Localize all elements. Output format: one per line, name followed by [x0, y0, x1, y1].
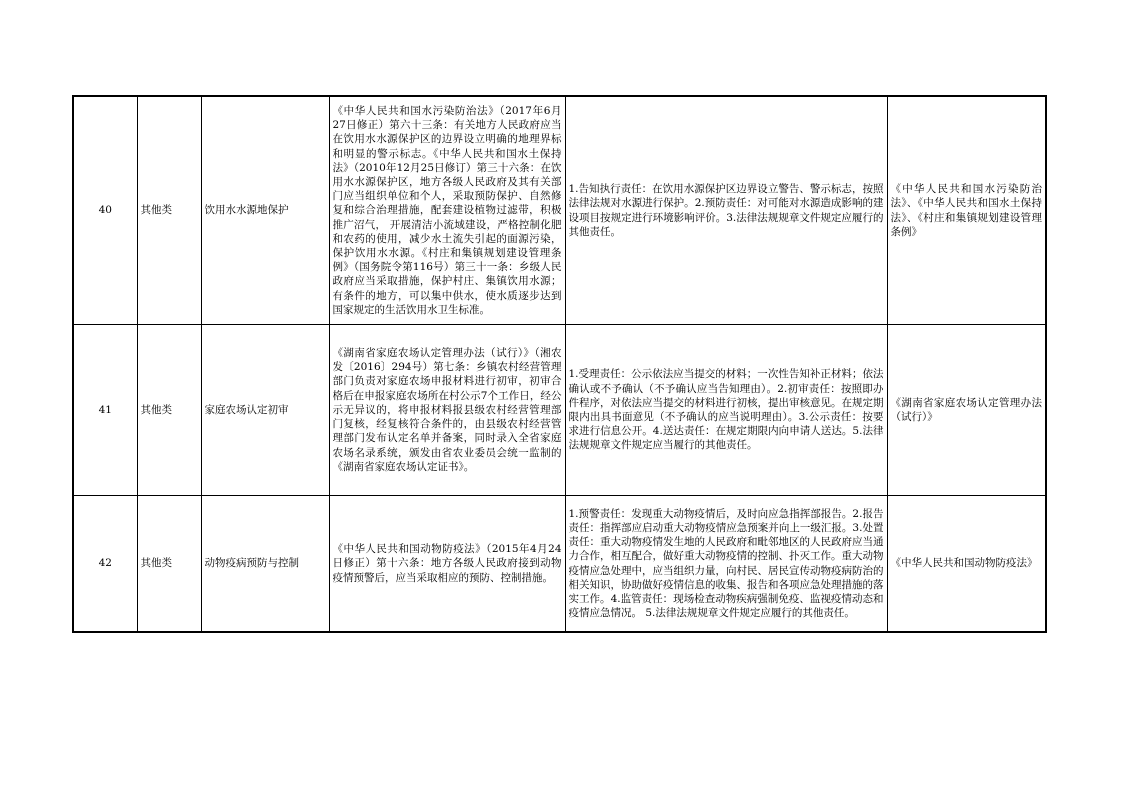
law-name-text: 《中华人民共和国动物防疫法》: [890, 557, 1038, 570]
category-cell: 其他类: [137, 496, 201, 633]
legal-basis-text: 《中华人民共和国水污染防治法》（2017年6月27日修正）第六十三条：有关地方人民政府应当在饮用水水源保护区的边界设立明确的地理界标和明显的警示标志。《中华人民共和国水土保持法》（2010年12月25日修订）第三十六条：在饮用水水源保护区，地方各级人民政府及其有关部门应当组织单位和个人，采取预防保护、自然修复和综合治理措施，配套建设植物过滤带，积极推广沼气， 开展清洁小流域建设，严格控制化肥和农药的使用，减少水土流失引起的面源污染，保护饮用水水源。《村庄和集镇规划建设管理条例》（国务院令第116号）第三十一条：乡级人民政府应当采取措施，保护村庄、集镇饮用水源；有条件的地方，可以集中供水，使水质逐步达到国家规定的生活饮用水卫生标准。: [332, 104, 562, 316]
item-name-cell: 动物疫病预防与控制: [201, 496, 329, 633]
law-name-text: 《中华人民共和国水污染防治法》、《中华人民共和国水土保持法》、《村庄和集镇规划建设管理条例》: [890, 183, 1042, 238]
legal-basis-text: 《中华人民共和国动物防疫法》（2015年4月24日修正）第十六条：地方各级人民政府接到动物疫情预警后，应当采取相应的预防、控制措施。: [332, 543, 562, 584]
item-name-cell: 家庭农场认定初审: [201, 325, 329, 496]
category-cell: 其他类: [137, 325, 201, 496]
row-number: 42: [73, 496, 137, 633]
responsibility-cell: [565, 96, 887, 325]
responsibility-cell: [565, 496, 887, 633]
legal-basis-cell: [329, 96, 565, 325]
law-name-cell: [887, 325, 1046, 496]
law-name-text: 《湖南省家庭农场认定管理办法（试行）》: [890, 396, 1042, 423]
responsibility-text: 1.预警责任：发现重大动物疫情后，及时向应急指挥部报告。2.报告责任：指挥部应启动重大动物疫情应急预案并向上一级汇报。3.处置责任：重大动物疫情发生地的人民政府和毗邻地区的人民政府应当通力合作，相互配合，做好重大动物疫情的控制、扑灭工作。重大动物疫情应急处理中，应当组织力量，向村民、居民宣传动物疫病防治的相关知识，协助做好疫情信息的收集、报告和各项应急处理措施的落实工作。4.监管责任：现场检查动物疾病强制免疫、监视疫情动态和疫情应急情况。 5.法律法规规章文件规定应履行的其他责任。: [568, 507, 884, 620]
category-cell: 其他类: [137, 96, 201, 325]
legal-basis-cell: [329, 496, 565, 633]
duty-table: [72, 95, 1047, 633]
legal-basis-cell: [329, 325, 565, 496]
item-name-cell: 饮用水水源地保护: [201, 96, 329, 325]
responsibility-text: 1.受理责任：公示依法应当提交的材料；一次性告知补正材料；依法确认或不予确认（不予确认应当告知理由）。2.初审责任：按照即办件程序，对依法应当提交的材料进行初核，提出审核意见。在规定期限内出具书面意见（不予确认的应当说明理由）。3.公示责任：按要求进行信息公开。4.送达责任：在规定期限内向申请人送达。5.法律法规规章文件规定应当履行的其他责任。: [568, 368, 884, 452]
row-number: 40: [73, 96, 137, 325]
responsibility-text: 1.告知执行责任：在饮用水源保护区边界设立警告、警示标志，按照法律法规对水源进行保护。2.预防责任：对可能对水源造成影响的建设项目按规定进行环境影响评价。3.法律法规规章文件规定应履行的其他责任。: [568, 183, 884, 238]
table-row: [73, 325, 1046, 496]
table-row: [73, 96, 1046, 325]
table-row: [73, 496, 1046, 633]
law-name-cell: [887, 496, 1046, 633]
row-number: 41: [73, 325, 137, 496]
legal-basis-text: 《湖南省家庭农场认定管理办法（试行）》（湘农发〔2016〕294号）第七条：乡镇农村经营管理部门负责对家庭农场申报材料进行初审，初审合格后在申报家庭农场所在村公示7个工作日，经公示无异议的，将申报材料报县级农村经营管理部门复核，经复核符合条件的，由县级农村经营管理部门发布认定名单并备案，同时录入全省家庭农场名录系统，颁发由省农业委员会统一监制的《湖南省家庭农场认定证书》。: [332, 347, 562, 473]
responsibility-cell: [565, 325, 887, 496]
law-name-cell: [887, 96, 1046, 325]
